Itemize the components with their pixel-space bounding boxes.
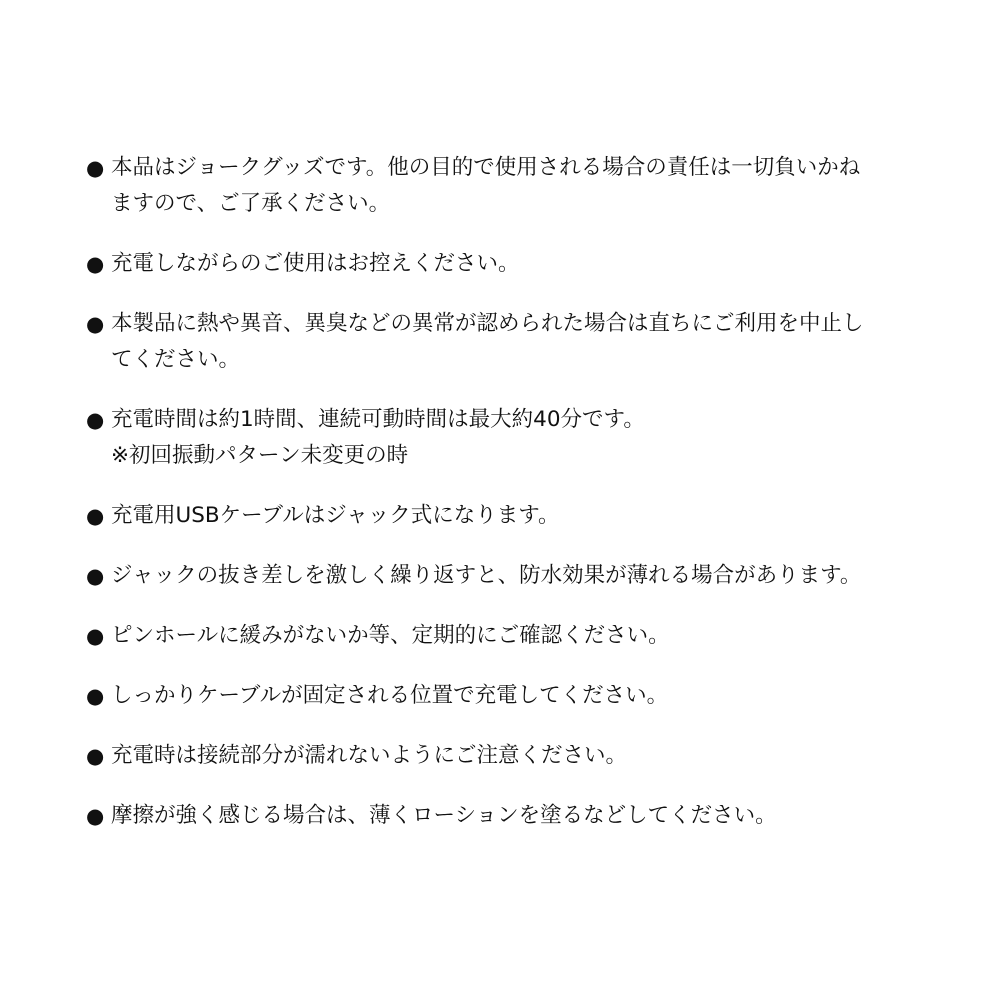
bullet-icon: ● — [86, 684, 105, 708]
bullet-icon: ● — [86, 504, 105, 528]
notice-line: 充電用USBケーブルはジャック式になります。 — [111, 503, 560, 528]
notice-text — [111, 558, 926, 594]
notice-item — [86, 678, 926, 714]
notice-item — [86, 798, 926, 834]
notice-item — [86, 618, 926, 654]
notice-line: しっかりケーブルが固定される位置で充電してください。 — [111, 683, 669, 708]
notice-text — [111, 618, 926, 654]
notice-item — [86, 738, 926, 774]
bullet-icon: ● — [86, 252, 105, 276]
bullet-icon: ● — [86, 156, 105, 180]
notice-item — [86, 150, 926, 222]
notice-text — [111, 150, 926, 222]
notice-line: 充電時は接続部分が濡れないようにご注意ください。 — [111, 743, 628, 768]
notice-line: ピンホールに緩みがないか等、定期的にご確認ください。 — [111, 623, 670, 648]
notice-item — [86, 306, 926, 378]
notice-text — [111, 402, 926, 474]
notice-item — [86, 402, 926, 474]
notice-item — [86, 558, 926, 594]
notice-text — [111, 306, 926, 378]
notice-line: ますので、ご了承ください。 — [111, 191, 391, 216]
bullet-icon: ● — [86, 804, 105, 828]
notice-text — [111, 738, 926, 774]
notice-line: 摩擦が強く感じる場合は、薄くローションを塗るなどしてください。 — [111, 803, 777, 828]
notice-line: 本品はジョークグッズです。他の目的で使用される場合の責任は一切負いかね — [111, 155, 861, 180]
notice-text — [111, 678, 926, 714]
notice-line: 充電時間は約1時間、連続可動時間は最大約40分です。 — [111, 407, 645, 432]
notice-line: 充電しながらのご使用はお控えください。 — [111, 251, 520, 276]
notice-line: 本製品に熱や異音、異臭などの異常が認められた場合は直ちにご利用を中止し — [111, 311, 864, 336]
notice-text — [111, 798, 926, 834]
notice-item — [86, 498, 926, 534]
bullet-icon: ● — [86, 312, 105, 336]
notice-line: ※初回振動パターン未変更の時 — [111, 443, 409, 468]
notice-line: てください。 — [111, 347, 241, 372]
notice-text — [111, 498, 926, 534]
notice-text — [111, 246, 926, 282]
bullet-icon: ● — [86, 744, 105, 768]
notice-line: ジャックの抜き差しを激しく繰り返すと、防水効果が薄れる場合があります。 — [111, 563, 862, 588]
bullet-icon: ● — [86, 564, 105, 588]
bullet-icon: ● — [86, 408, 105, 432]
caution-notice-list — [86, 150, 926, 858]
notice-item — [86, 246, 926, 282]
bullet-icon: ● — [86, 624, 105, 648]
